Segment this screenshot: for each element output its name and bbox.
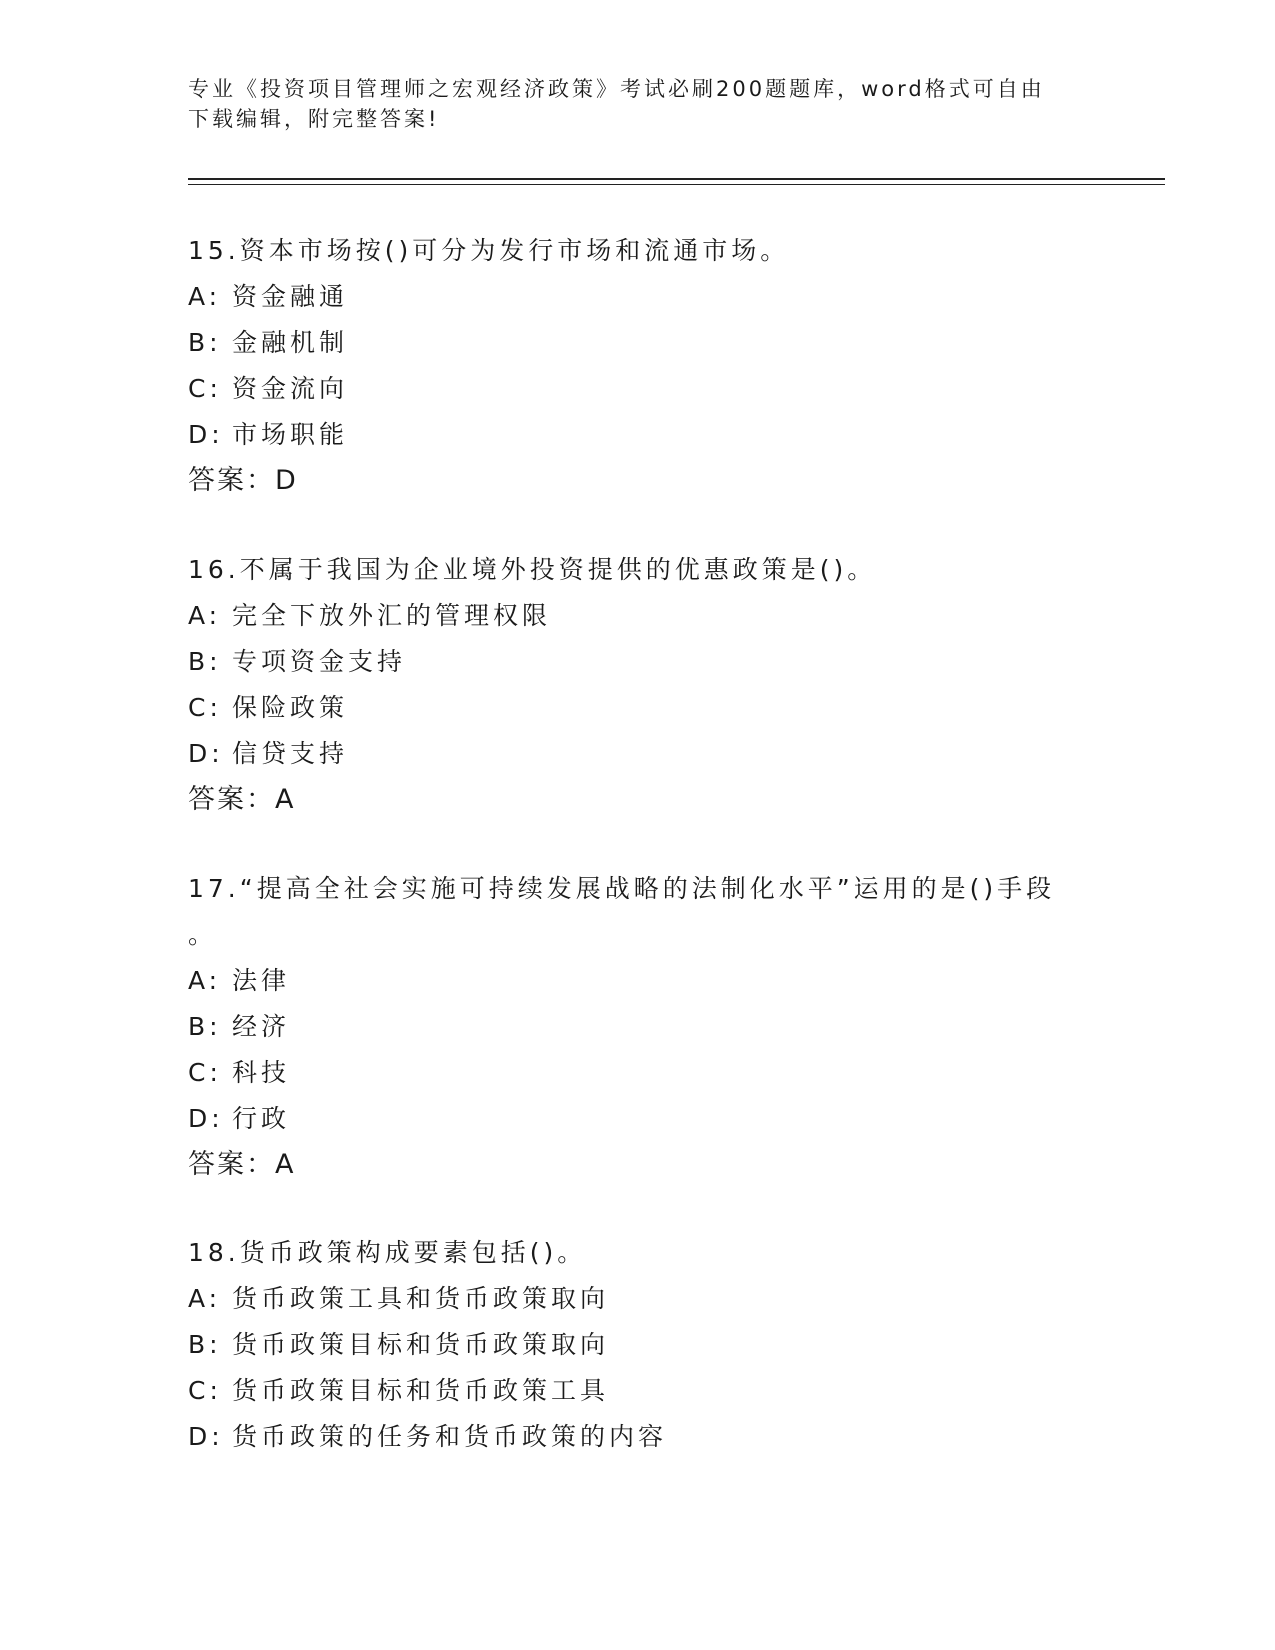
option-c xyxy=(188,1368,1088,1414)
option-text: 货币政策工具和货币政策取向 xyxy=(232,1284,610,1313)
option-label: B: xyxy=(188,1012,222,1041)
header-line-2: 下载编辑，附完整答案! xyxy=(188,107,440,131)
option-label: A: xyxy=(188,282,222,311)
option-label: D: xyxy=(188,739,224,768)
option-d xyxy=(188,1096,1088,1142)
option-text: 货币政策的任务和货币政策的内容 xyxy=(232,1422,668,1451)
option-label: D: xyxy=(188,420,224,449)
option-a xyxy=(188,958,1088,1004)
option-text: 货币政策目标和货币政策工具 xyxy=(232,1376,610,1405)
question-text: 16.不属于我国为企业境外投资提供的优惠政策是()。 xyxy=(188,555,877,584)
header-line-1: 专业《投资项目管理师之宏观经济政策》考试必刷200题题库，word格式可自由 xyxy=(188,77,1045,101)
option-text: 保险政策 xyxy=(232,693,349,722)
option-text: 金融机制 xyxy=(232,328,349,357)
option-label: C: xyxy=(188,374,222,403)
header-divider-thin xyxy=(188,184,1165,185)
answer: 答案：A xyxy=(188,1149,296,1180)
question-15 xyxy=(188,228,1088,504)
option-d xyxy=(188,731,1088,777)
option-text: 专项资金支持 xyxy=(232,647,407,676)
question-text: 18.货币政策构成要素包括()。 xyxy=(188,1238,587,1267)
header-divider-thick xyxy=(188,178,1165,180)
option-text: 经济 xyxy=(232,1012,291,1041)
option-text: 行政 xyxy=(232,1104,291,1133)
question-16 xyxy=(188,547,1088,823)
option-c xyxy=(188,366,1088,412)
option-text: 资金流向 xyxy=(232,374,349,403)
option-label: B: xyxy=(188,1330,222,1359)
option-text: 资金融通 xyxy=(232,282,349,311)
option-label: C: xyxy=(188,1376,222,1405)
option-c xyxy=(188,1050,1088,1096)
option-text: 科技 xyxy=(232,1058,291,1087)
answer: 答案：D xyxy=(188,465,298,496)
option-label: C: xyxy=(188,1058,222,1087)
option-text: 法律 xyxy=(232,966,291,995)
option-label: B: xyxy=(188,647,222,676)
option-text: 货币政策目标和货币政策取向 xyxy=(232,1330,610,1359)
option-b xyxy=(188,320,1088,366)
question-text: 17.“提高全社会实施可持续发展战略的法制化水平”运用的是()手段 xyxy=(188,874,1056,903)
option-text: 市场职能 xyxy=(232,420,349,449)
option-label: A: xyxy=(188,966,222,995)
option-d xyxy=(188,412,1088,458)
answer: 答案：A xyxy=(188,784,296,815)
option-label: D: xyxy=(188,1104,224,1133)
option-a xyxy=(188,1276,1088,1322)
option-label: C: xyxy=(188,693,222,722)
option-b xyxy=(188,1322,1088,1368)
option-label: A: xyxy=(188,1284,222,1313)
option-text: 完全下放外汇的管理权限 xyxy=(232,601,552,630)
option-d xyxy=(188,1414,1088,1460)
option-label: D: xyxy=(188,1422,224,1451)
document-header xyxy=(188,74,1088,134)
question-17 xyxy=(188,866,1088,1188)
option-label: A: xyxy=(188,601,222,630)
question-text: 15.资本市场按()可分为发行市场和流通市场。 xyxy=(188,236,790,265)
option-b xyxy=(188,1004,1088,1050)
option-label: B: xyxy=(188,328,222,357)
question-18 xyxy=(188,1230,1088,1460)
option-c xyxy=(188,685,1088,731)
option-a xyxy=(188,274,1088,320)
option-b xyxy=(188,639,1088,685)
option-a xyxy=(188,593,1088,639)
option-text: 信贷支持 xyxy=(232,739,349,768)
question-text-continuation: 。 xyxy=(188,920,214,949)
